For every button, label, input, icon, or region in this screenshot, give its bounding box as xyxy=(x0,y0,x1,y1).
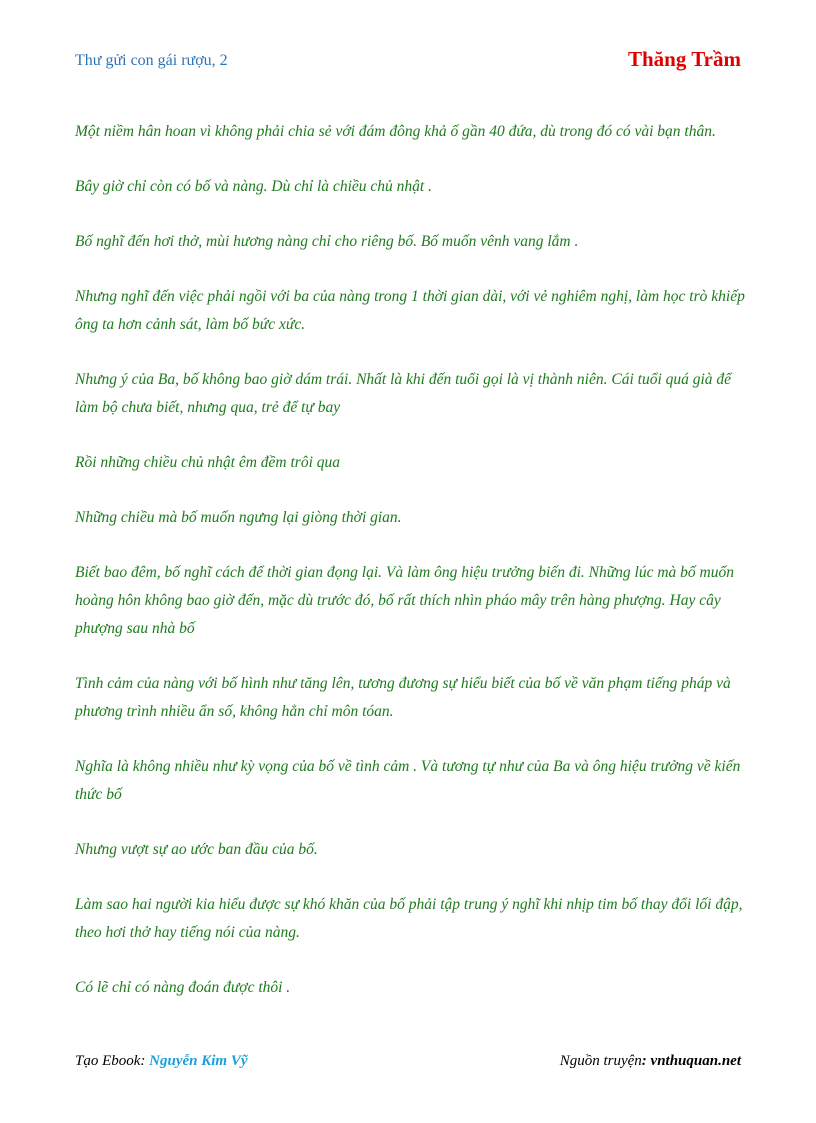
ebook-label: Tạo Ebook xyxy=(75,1053,141,1069)
paragraph-9: Tình cảm của nàng với bố hình như tăng lên, tương đương sự hiểu biết của bố về văn phạm tiếng pháp và phương trình nhiều ẩn số, không hẳn chỉ môn tóan. xyxy=(75,675,731,720)
paragraph-8: Biết bao đêm, bố nghĩ cách để thời gian đọng lại. Và làm ông hiệu trưởng biến đi. Những lúc mà bố muốn hoàng hôn không bao giờ đến, mặc dù trước đó, bố rất thích nhìn pháo mây trên hàng phượng. Hay cây phượng sau nhà bố xyxy=(75,564,734,637)
ebook-separator: : xyxy=(140,1053,150,1069)
source-label: Nguồn truyện xyxy=(559,1053,642,1069)
source-credit xyxy=(560,1053,741,1070)
paragraph-2: Bây giờ chỉ còn có bố và nàng. Dù chỉ là chiều chủ nhật . xyxy=(75,178,432,195)
paragraph-1: Một niềm hân hoan vì không phải chia sẻ với đám đông khả ố gần 40 đứa, dù trong đó có vài bạn thân. xyxy=(75,123,716,140)
paragraph-12: Làm sao hai người kia hiểu được sự khó khăn của bố phải tập trung ý nghĩ khi nhịp tim bố thay đổi lối đập, theo hơi thở hay tiếng nói của nàng. xyxy=(75,896,743,941)
paragraph-3: Bố nghĩ đến hơi thở, mùi hương nàng chỉ cho riêng bố. Bố muốn vênh vang lắm . xyxy=(75,233,579,250)
paragraph-7: Những chiều mà bố muốn ngưng lại giòng thời gian. xyxy=(75,509,402,526)
paragraph-10: Nghĩa là không nhiều như kỳ vọng của bố về tình cảm . Và tương tự như của Ba và ông hiệu trưởng về kiến thức bố xyxy=(75,758,741,803)
paragraph-6: Rồi những chiều chủ nhật êm đềm trôi qua xyxy=(75,454,341,471)
header-right-title: Thăng Trầm xyxy=(628,47,741,71)
header-left-title: Thư gửi con gái rượu, 2 xyxy=(75,52,228,69)
source-url: vnthuquan.net xyxy=(650,1053,741,1069)
ebook-credit xyxy=(75,1053,248,1070)
paragraph-5: Nhưng ý của Ba, bố không bao giờ dám trái. Nhất là khi đến tuổi gọi là vị thành niên. Cái tuổi quá già để làm bộ chưa biết, nhưng qua, trẻ để tự bay xyxy=(75,371,732,416)
ebook-creator-name: Nguyễn Kim Vỹ xyxy=(149,1053,248,1069)
paragraph-13: Có lẽ chỉ có nàng đoán được thôi . xyxy=(75,979,291,996)
paragraph-11: Nhưng vượt sự ao ước ban đầu của bố. xyxy=(75,841,318,858)
story-body xyxy=(75,118,745,1029)
source-separator: : xyxy=(641,1053,651,1069)
paragraph-4: Nhưng nghĩ đến việc phải ngồi với ba của nàng trong 1 thời gian dài, với vẻ nghiêm nghị, làm học trò khiếp ông ta hơn cảnh sát, làm bố bức xức. xyxy=(75,288,745,333)
